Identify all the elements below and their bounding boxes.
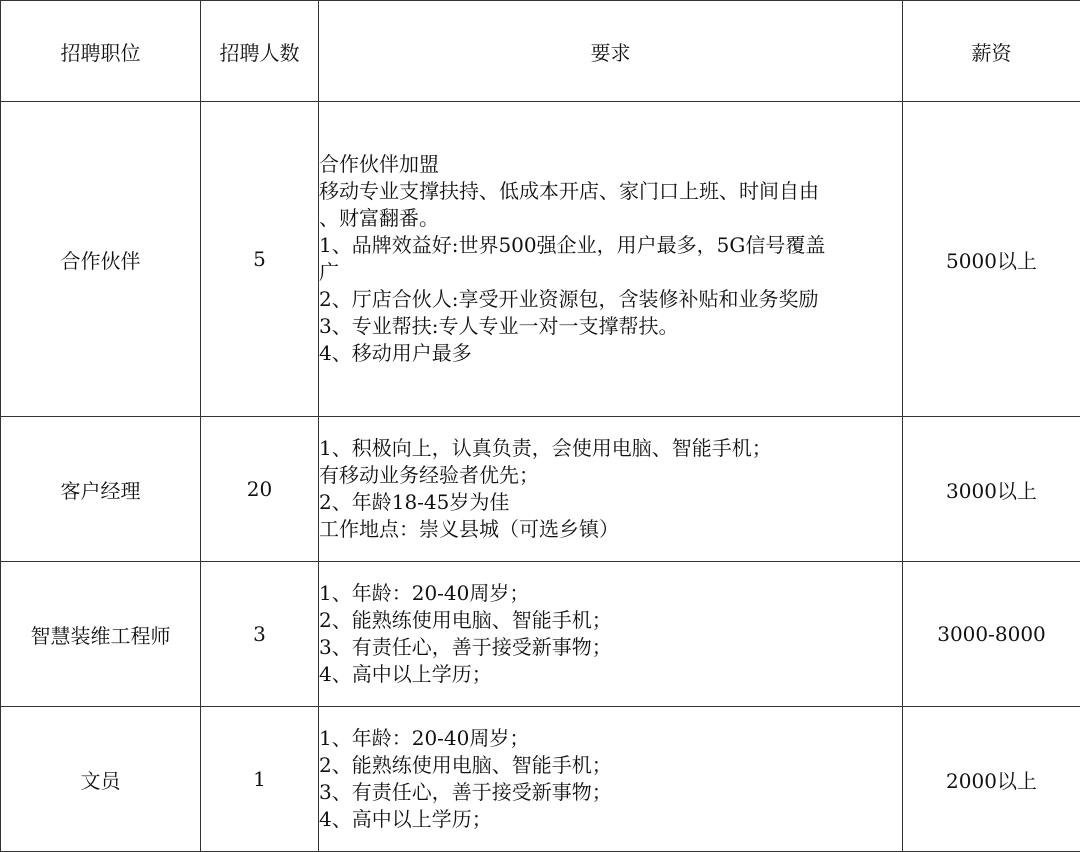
- salary-cell: 3000-8000: [903, 562, 1080, 707]
- requirement-line: 广: [319, 259, 902, 286]
- requirement-line: 3、专业帮扶:专人专业一对一支撑帮扶。: [319, 313, 902, 340]
- requirement-line: 移动专业支撑扶持、低成本开店、家门口上班、时间自由: [319, 178, 902, 205]
- header-salary: 薪资: [903, 1, 1080, 102]
- requirements-cell: [319, 707, 903, 852]
- requirement-line: 1、积极向上，认真负责，会使用电脑、智能手机；: [319, 435, 902, 462]
- requirement-line: 1、年龄：20-40周岁；: [319, 725, 902, 752]
- requirements-cell: [319, 102, 903, 417]
- position-cell: 智慧装维工程师: [1, 562, 201, 707]
- requirement-line: 1、年龄：20-40周岁；: [319, 580, 902, 607]
- requirement-line: 、财富翻番。: [319, 205, 902, 232]
- requirement-line: 2、能熟练使用电脑、智能手机；: [319, 752, 902, 779]
- requirement-line: 3、有责任心，善于接受新事物；: [319, 634, 902, 661]
- requirements-cell: [319, 562, 903, 707]
- salary-cell: 3000以上: [903, 417, 1080, 562]
- header-position: 招聘职位: [1, 1, 201, 102]
- position-cell: 文员: [1, 707, 201, 852]
- requirement-line: 工作地点：崇义县城（可选乡镇）: [319, 516, 902, 543]
- requirement-line: 2、年龄18-45岁为佳: [319, 489, 902, 516]
- requirement-line: 4、高中以上学历；: [319, 661, 902, 688]
- table-row: [1, 417, 1080, 562]
- header-requirements: 要求: [319, 1, 903, 102]
- position-cell: 客户经理: [1, 417, 201, 562]
- header-count: 招聘人数: [201, 1, 319, 102]
- count-cell: 5: [201, 102, 319, 417]
- requirement-line: 4、高中以上学历；: [319, 806, 902, 833]
- table-row: [1, 562, 1080, 707]
- position-cell: 合作伙伴: [1, 102, 201, 417]
- requirement-line: 4、移动用户最多: [319, 340, 902, 367]
- count-cell: 20: [201, 417, 319, 562]
- requirements-cell: [319, 417, 903, 562]
- table-row: [1, 102, 1080, 417]
- requirement-line: 合作伙伴加盟: [319, 151, 902, 178]
- table-row: [1, 707, 1080, 852]
- salary-cell: 5000以上: [903, 102, 1080, 417]
- requirement-line: 2、能熟练使用电脑、智能手机；: [319, 607, 902, 634]
- requirement-line: 1、品牌效益好:世界500强企业，用户最多，5G信号覆盖: [319, 232, 902, 259]
- salary-cell: 2000以上: [903, 707, 1080, 852]
- requirement-line: 3、有责任心，善于接受新事物；: [319, 779, 902, 806]
- count-cell: 1: [201, 707, 319, 852]
- requirement-line: 2、厅店合伙人:享受开业资源包，含装修补贴和业务奖励: [319, 286, 902, 313]
- requirement-line: 有移动业务经验者优先；: [319, 462, 902, 489]
- count-cell: 3: [201, 562, 319, 707]
- header-row: [1, 1, 1080, 102]
